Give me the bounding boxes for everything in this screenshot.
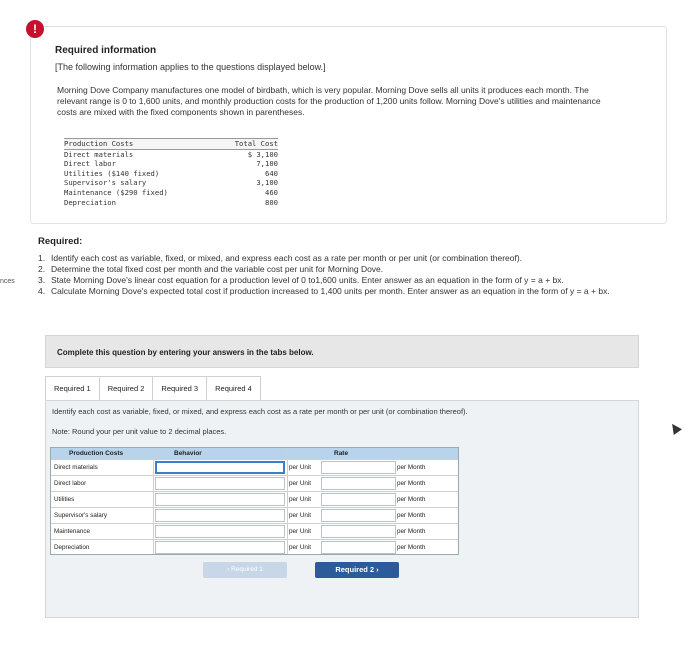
required-item-text: Identify each cost as variable, fixed, or mixed, and express each cost as a rate per month or per unit (or combination thereof).	[51, 253, 523, 263]
cost-table-row	[64, 178, 278, 188]
panel-instruction: Identify each cost as variable, fixed, or mixed, and express each cost as a rate per month or per unit (or combination thereof).	[52, 407, 468, 416]
required-information-title: Required information	[55, 45, 157, 56]
per-month-label: per Month	[397, 464, 426, 471]
required-item-number: 4.	[38, 286, 46, 296]
row-label: Utilities	[54, 496, 75, 503]
required-item-text: Calculate Morning Dove's expected total cost if production increased to 1,400 units per month. Enter answer as an equation in the form of y = a + bx.	[51, 286, 610, 296]
alert-icon: !	[26, 20, 44, 38]
behavior-select[interactable]	[155, 493, 285, 506]
unit-rate-input[interactable]	[321, 525, 396, 538]
col-behavior: Behavior	[174, 450, 202, 457]
tab-required-1[interactable]: Required 1	[45, 376, 100, 400]
cost-amount: 800	[265, 197, 278, 207]
table-row	[51, 539, 458, 555]
cost-amount: 3,100	[256, 178, 278, 188]
per-unit-label: per Unit	[289, 496, 312, 503]
row-label: Depreciation	[54, 544, 90, 551]
table-row	[51, 491, 458, 507]
answer-grid-header	[51, 448, 458, 459]
row-label: Supervisor's salary	[54, 512, 107, 519]
unit-rate-input[interactable]	[321, 541, 396, 554]
cost-table-row	[64, 198, 278, 208]
cost-label: Depreciation	[64, 197, 116, 207]
problem-description: Morning Dove Company manufactures one model of birdbath, which is very popular. Morning Dove sells all units it produces each month. The relevant range is 0 to 1,600 units, and monthly production costs for the production of 1,200 units follow. Morning Dove's utilities and maintenance costs are mixed with the fixed components shown in parentheses.	[57, 85, 601, 117]
required-title: Required:	[38, 236, 83, 247]
row-label: Maintenance	[54, 528, 91, 535]
table-row	[51, 459, 458, 475]
required-item-text: Determine the total fixed cost per month and the variable cost per unit for Morning Dove.	[51, 264, 384, 274]
required-information-subtitle: [The following information applies to the questions displayed below.]	[55, 62, 326, 72]
cost-amount: 460	[265, 187, 278, 197]
cost-table-header-label: Production Costs	[64, 139, 134, 148]
per-unit-label: per Unit	[289, 528, 312, 535]
per-month-label: per Month	[397, 496, 426, 503]
col-rate: Rate	[334, 450, 349, 457]
unit-rate-input[interactable]	[321, 477, 396, 490]
tab-required-3[interactable]: Required 3	[152, 376, 207, 400]
per-unit-label: per Unit	[289, 544, 312, 551]
production-cost-table	[64, 138, 278, 207]
required-item	[38, 253, 638, 264]
required-item	[38, 264, 638, 275]
cost-label: Utilities ($140 fixed)	[64, 168, 160, 178]
required-item	[38, 275, 638, 286]
edge-label: nces	[0, 278, 15, 285]
behavior-select[interactable]	[155, 541, 285, 554]
previous-required-button[interactable]	[203, 562, 287, 578]
per-month-label: per Month	[397, 480, 426, 487]
behavior-select[interactable]	[155, 477, 285, 490]
cost-table-row	[64, 188, 278, 198]
tab-required-4[interactable]: Required 4	[206, 376, 261, 400]
per-unit-label: per Unit	[289, 464, 312, 471]
required-item-number: 3.	[38, 275, 46, 285]
unit-rate-input[interactable]	[321, 461, 396, 474]
row-label: Direct labor	[54, 480, 87, 487]
per-unit-label: per Unit	[289, 512, 312, 519]
required-tabs	[45, 376, 260, 400]
required-item-number: 2.	[38, 264, 46, 274]
mouse-cursor-icon	[668, 421, 682, 435]
next-button-label: Required 2	[335, 565, 375, 574]
table-row	[51, 523, 458, 539]
behavior-select[interactable]	[155, 461, 285, 474]
row-label: Direct materials	[54, 464, 98, 471]
chevron-left-icon: ‹	[227, 566, 232, 573]
cost-amount: $ 3,100	[247, 149, 278, 159]
answer-grid	[50, 447, 459, 555]
col-production-costs: Production Costs	[69, 450, 124, 457]
cost-label: Direct labor	[64, 159, 116, 169]
required-item-number: 1.	[38, 253, 46, 263]
cost-label: Supervisor's salary	[64, 178, 147, 188]
cost-label: Maintenance ($290 fixed)	[64, 187, 168, 197]
cost-table-header	[64, 138, 278, 150]
cost-table-row	[64, 169, 278, 179]
cost-label: Direct materials	[64, 149, 134, 159]
unit-rate-input[interactable]	[321, 509, 396, 522]
cost-table-header-total: Total Cost	[234, 139, 278, 148]
per-month-label: per Month	[397, 544, 426, 551]
table-row	[51, 475, 458, 491]
cost-amount: 640	[265, 168, 278, 178]
cost-table-row	[64, 150, 278, 160]
per-month-label: per Month	[397, 528, 426, 535]
required-list	[38, 253, 638, 297]
behavior-select[interactable]	[155, 525, 285, 538]
chevron-right-icon: ›	[374, 565, 379, 574]
next-required-button[interactable]	[315, 562, 399, 578]
per-unit-label: per Unit	[289, 480, 312, 487]
previous-button-label: Required 1	[231, 566, 263, 573]
cost-amount: 7,100	[256, 159, 278, 169]
complete-question-banner	[45, 335, 639, 368]
panel-note: Note: Round your per unit value to 2 decimal places.	[52, 427, 227, 436]
behavior-select[interactable]	[155, 509, 285, 522]
cost-table-row	[64, 159, 278, 169]
required-item-text: State Morning Dove's linear cost equation for a production level of 0 to1,600 units. Enter answer as an equation in the form of y = a + bx.	[51, 275, 564, 285]
table-row	[51, 507, 458, 523]
tab-required-2[interactable]: Required 2	[99, 376, 154, 400]
required-item	[38, 286, 638, 297]
complete-question-text: Complete this question by entering your answers in the tabs below.	[57, 348, 314, 357]
unit-rate-input[interactable]	[321, 493, 396, 506]
per-month-label: per Month	[397, 512, 426, 519]
